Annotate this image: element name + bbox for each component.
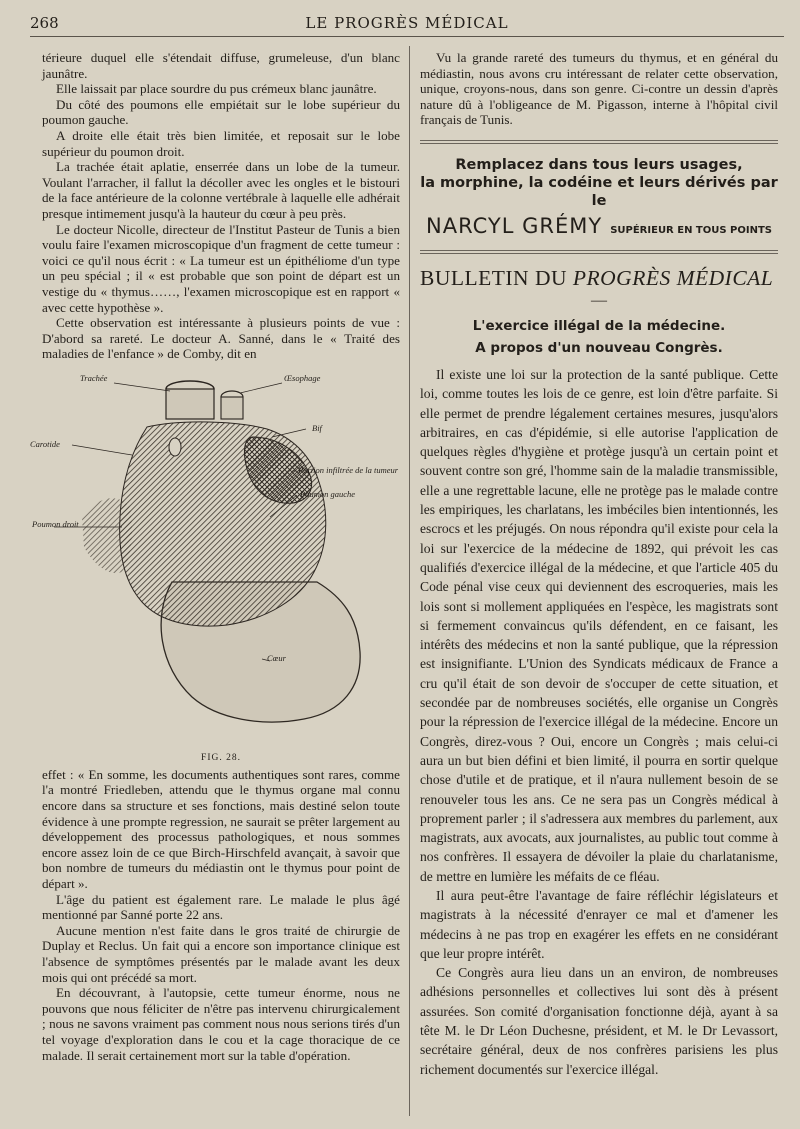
right-column	[420, 50, 778, 1079]
bulletin-title-roman: BULLETIN DU	[420, 265, 568, 290]
intro-paragraph: Vu la grande rareté des tumeurs du thymus, et en général du médiastin, nous avons cru intéressant de relater cette observation, unique, croyons-nous, dans son genre. Ci-contre un dessin d'après nature dû à l'obligeance de M. Pigasson, interne à l'hôpital civil français de Tunis.	[420, 50, 778, 128]
advertisement	[420, 156, 778, 238]
label-left-lung: Poumon gauche	[300, 488, 356, 499]
paragraph: La trachée était aplatie, enserrée dans un lobe de la tumeur. Voulant l'arracher, il fallut la décoller avec les ongles et le bistouri de la face antérieure de la colonne vertébrale à laquelle elle adhérait presque intimement jusqu'à la hauteur du cœur à peu près.	[42, 159, 400, 221]
label-right-lung: Poumon droit	[32, 518, 79, 529]
separator-dash: —	[591, 291, 607, 309]
bulletin-title	[420, 266, 778, 291]
ad-line-1: Remplacez dans tous leurs usages,	[455, 156, 743, 173]
double-rule	[420, 250, 778, 254]
label-infiltrated-portion: Portion infiltrée de la tumeur	[298, 464, 399, 475]
label-bif: Bif	[312, 422, 322, 433]
article-title-line-2: A propos d'un nouveau Congrès.	[475, 339, 723, 356]
running-title: LE PROGRÈS MÉDICAL	[305, 14, 509, 32]
double-rule	[420, 140, 778, 144]
label-trachea: Trachée	[80, 372, 108, 383]
paragraph: Cette observation est intéressante à plusieurs points de vue : D'abord sa rareté. Le docteur A. Sanné, dans le « Traité des maladies de l'enfance » de Comby, dit en	[42, 315, 400, 362]
column-rule	[409, 46, 410, 1116]
tumor-drawing	[42, 367, 400, 763]
paragraph: L'âge du patient est également rare. Le malade le plus âgé mentionné par Sanné porte 22 ans.	[42, 891, 400, 923]
paragraph: Il aura peut-être l'avantage de faire réfléchir législateurs et magistrats à la nécessité d'enrayer ce mal et d'amener les médecins à ne pas trop en exagérer les effets en ne considérant que leur propre intérêt.	[420, 887, 778, 961]
running-header	[30, 14, 784, 37]
page-number: 268	[30, 14, 59, 32]
paragraph: Aucune mention n'est faite dans le gros traité de chirurgie de Duplay et Reclus. Un fait qui a encore son importance clinique est l'absence de symptômes présentés par le malade avant les deux mois qui ont précédé sa mort.	[42, 922, 400, 985]
paragraph: Elle laissait par place sourdre du pus crémeux blanc jaunâtre.	[56, 81, 377, 97]
label-esophagus: Œsophage	[284, 372, 321, 383]
paragraph: Du côté des poumons elle empiétait sur le lobe supérieur du poumon gauche.	[42, 96, 400, 128]
bulletin-title-italic: PROGRÈS MÉDICAL	[572, 265, 774, 290]
paragraph: Ce Congrès aura lieu dans un an environ, de nombreuses adhésions personnelles et collectives lui sont dès à présent assurées. Son comité d'organisation fonctionne déjà, ayant à sa tête M. le Dr Léon Duchesne, président, et M. le Dr Levassort, secrétaire général, deux de nos confrères parisiens les plus richement documentés sur l'exercice illégal.	[420, 965, 778, 1077]
article-title-line-1: L'exercice illégal de la médecine.	[472, 317, 726, 334]
paragraph: En découvrant, à l'autopsie, cette tumeur énorme, nous ne pouvons que nous féliciter de n'être pas intervenu chirurgicalement ; nous ne savons vraiment pas comment nous nous serions tirés d'un tel voyage d'exploration dans le cou et la cage thoracique de ce malade. Il serait certainement mort sur la table d'opération.	[42, 985, 400, 1063]
paragraph: Le docteur Nicolle, directeur de l'Institut Pasteur de Tunis a bien voulu faire l'examen microscopique d'un fragment de cette tumeur : voici ce qu'il nous écrit : « La tumeur est un épithéliome d'un type un peu spécial ; il « est probable que son point de départ est un vestige du « thymus……, l'examen microscopique est en rapport « avec cette hypothèse ».	[42, 221, 400, 315]
ad-line-2: la morphine, la codéine et leurs dérivés par le	[420, 174, 778, 209]
label-carotid: Carotide	[30, 438, 60, 449]
label-heart: Cœur	[267, 652, 286, 663]
left-column	[30, 50, 400, 1063]
ad-brand: NARCYL GRÉMY	[426, 213, 603, 238]
paragraph: térieure duquel elle s'étendait diffuse, grumeleuse, d'un blanc jaunâtre.	[42, 50, 400, 81]
anatomical-figure	[30, 367, 400, 763]
figure-caption: FIG. 28.	[201, 752, 241, 763]
paragraph: Il existe une loi sur la protection de la santé publique. Cette loi, comme toutes les lois de ce genre, est loin d'être parfaite. Si elle permet de prendre légalement certaines mesures, jusqu'alors arbitraires, en cas d'épidémie, si elle autorise l'application de quelques règles d'hygiène et protège jusqu'à un certain point et souvent contre son gré, l'homme sain de la maladie transmissible, elle a une regrettable lacune, elle ne protège pas le malade contre les empiriques, les charlatans, les imbéciles bien intentionnés, les escrocs et les préjugés. On nous répondra qu'il existe pour cela la loi sur l'exercice de la médecine de 1892, qui prévoit les cas qualifiés d'exercice illégal de la médecine, et que l'article 405 du Code pénal vise ceux qui deviennent des escroqueries, mais les lois sont si mollement appliquées en l'espèce, les magistrats sont si fermement convaincus qu'ils défendent, en ce faisant, les intérêts des médecins et non la santé publique, que la répression est insignifiante. L'Union des Syndicats médicaux de France a cru qu'il était de son devoir de s'occuper de cette situation, et secondée par de nombreuses sociétés, elle organise un Congrès pour la répression de l'exercice illégal de la médecine. Encore un Congrès, direz-vous ? Oui, encore un Congrès ; mais celui-ci aura un but bien défini et bien limité, il pourra en sortir quelque chose d'utile et de pratique, et il n'aura nullement besoin de se renouveler tous les ans. Ce ne sera pas un Congrès médical à proprement parler ; il s'adressera aux membres du parlement, aux magistrats, aux avocats, aux journalistes, au public tout comme à nos confrères. Il essayera de dévoiler la plaie du charlatanisme, de mettre en lumière les méfaits de ce fléau.	[420, 366, 778, 884]
ad-tagline: SUPÉRIEUR EN TOUS POINTS	[610, 224, 772, 236]
paragraph: A droite elle était très bien limitée, et reposait sur le lobe supérieur du poumon droit.	[42, 127, 400, 159]
paragraph: effet : « En somme, les documents authentiques sont rares, comme l'a montré Friedleben, attendu que le thymus organe mal connu encore dans sa structure et ses fonctions, mais destiné selon toute évidence à une prompte regression, ne saurait se prêter largement au développement des processus pathologiques, et nous sommes encore assez loin de ce que Birch-Hirschfeld avançait, à savoir que bon nombre de tumeurs du médiastin ont le thymus pour point de départ ».	[42, 766, 400, 892]
